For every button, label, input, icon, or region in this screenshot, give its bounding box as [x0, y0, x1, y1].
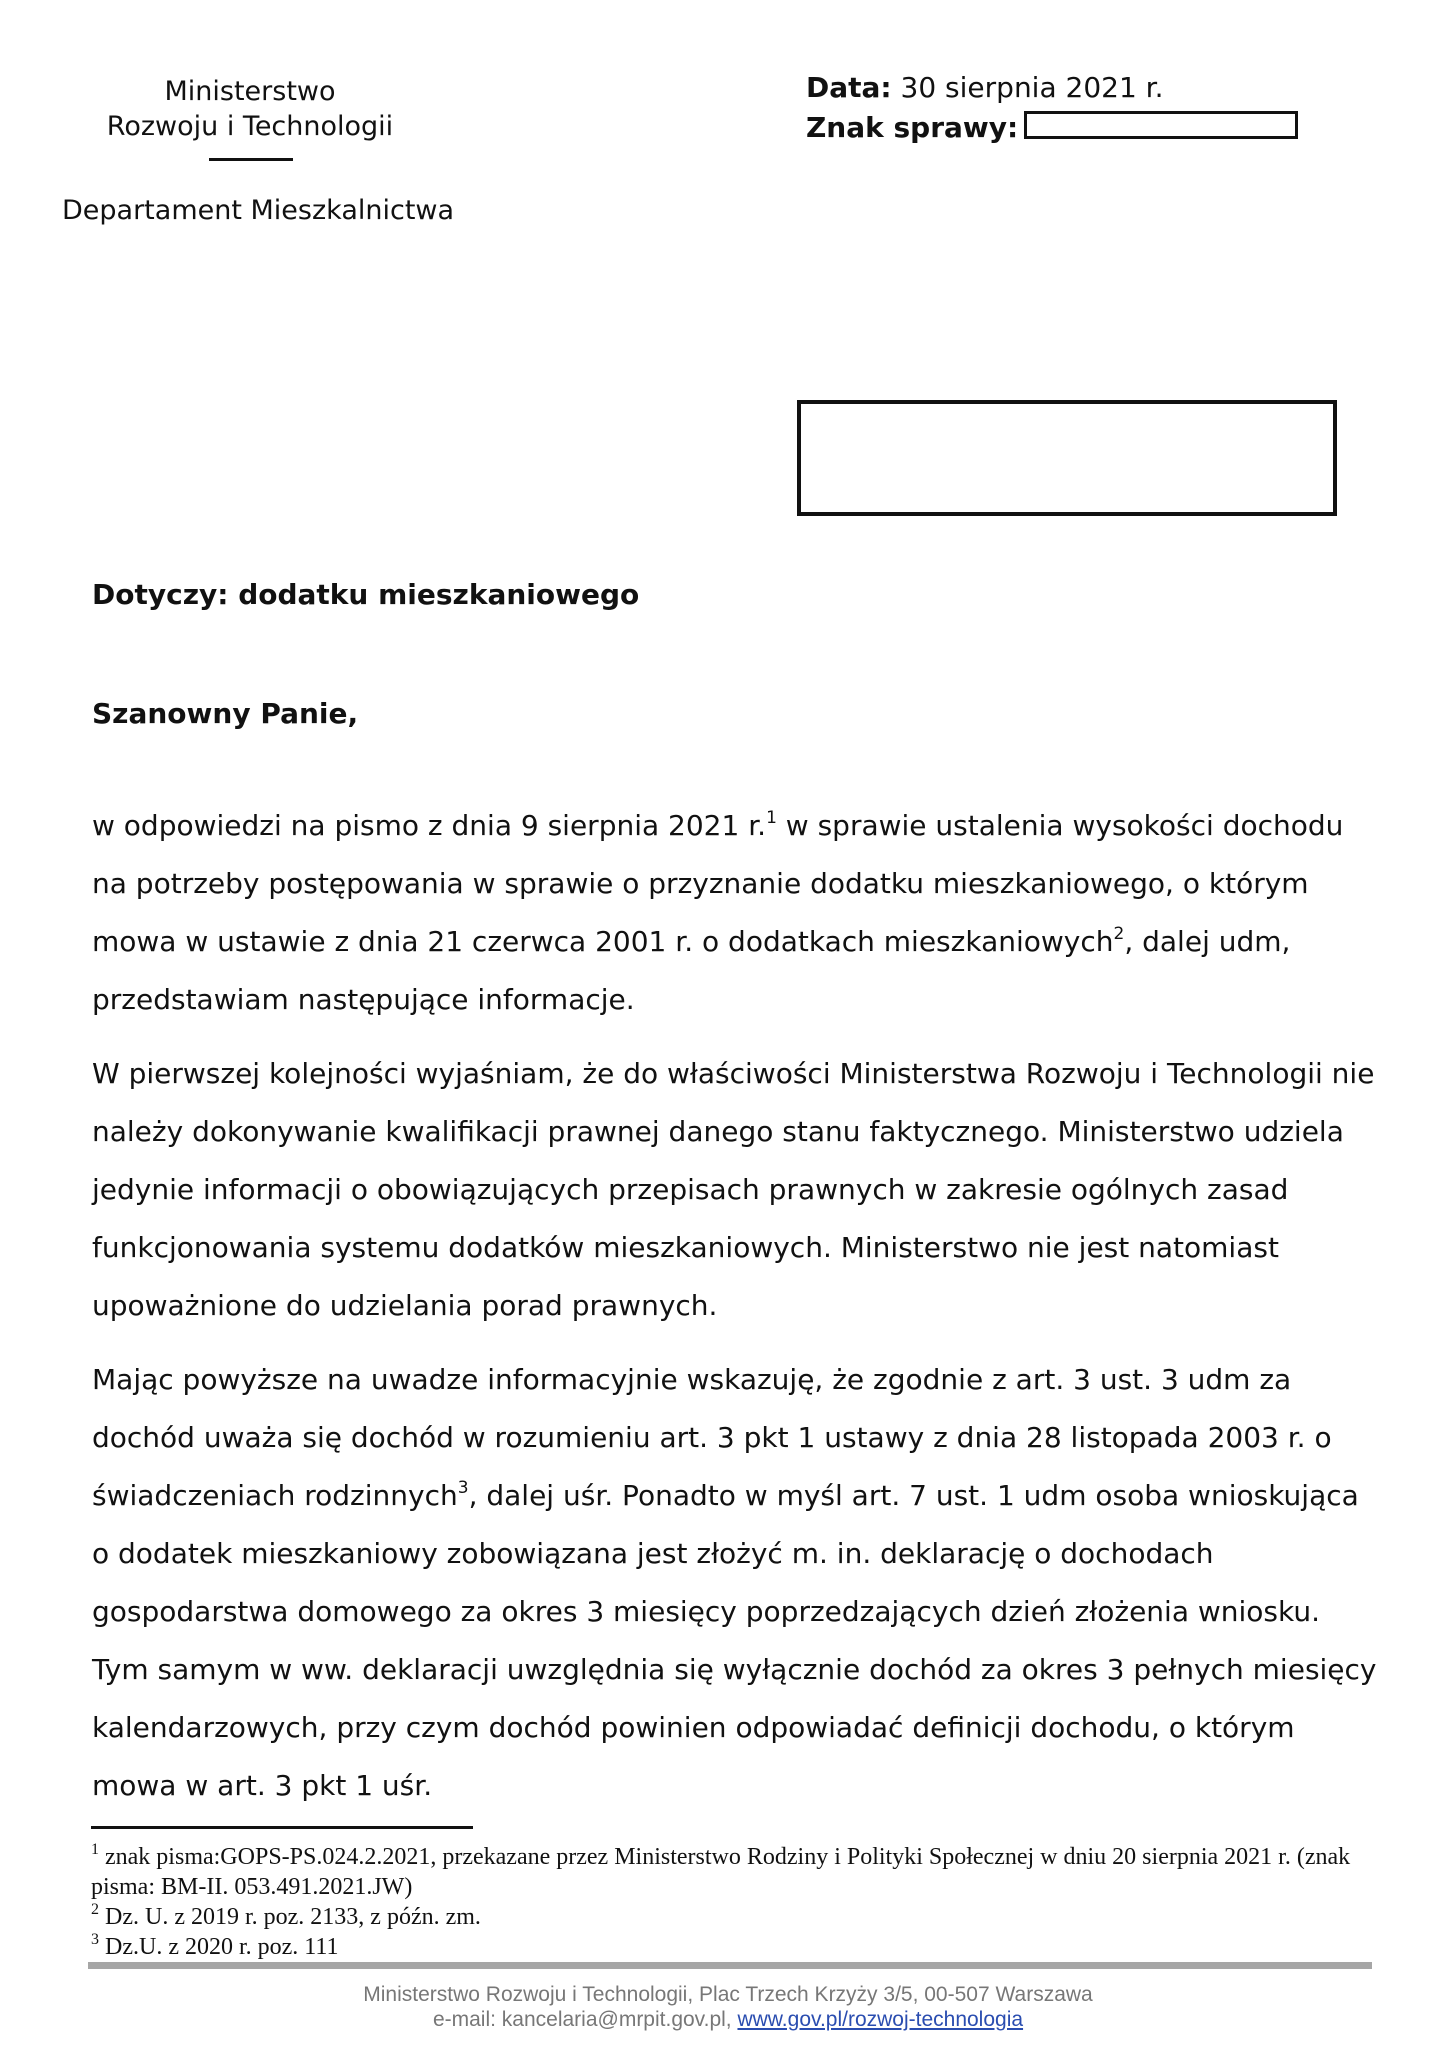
- date-line: [806, 68, 1298, 108]
- paragraph-1-text-c: , dalej udm, przedstawiam następujące informacje.: [92, 925, 1291, 1016]
- salutation: Szanowny Panie,: [92, 697, 359, 730]
- letter-subject: Dotyczy: dodatku mieszkaniowego: [92, 578, 640, 611]
- paragraph-3-text-b: , dalej uśr. Ponadto w myśl art. 7 ust. 1 udm osoba wnioskująca o dodatek mieszkaniowy zobowiązana jest złożyć m. in. deklarację o dochodach gospodarstwa domowego za okres 3 miesięcy poprzedzających dzień złożenia wniosku. Tym samym w ww. deklaracji uwzględnia się wyłącznie dochód za okres 3 pełnych miesięcy kalendarzowych, przy czym dochód powinien odpowiadać definicji dochodu, o którym mowa w art. 3 pkt 1 uśr.: [92, 1479, 1377, 1802]
- case-number-line: [806, 108, 1298, 148]
- footnote-1-text: znak pisma:GOPS-PS.024.2.2021, przekazane przez Ministerstwo Rodziny i Polityki Społecznej w dniu 20 sierpnia 2021 r. (znak pisma: BM-II. 053.491.2021.JW): [91, 1844, 1351, 1900]
- footer-contact: [0, 2007, 1456, 2032]
- paragraph-2: W pierwszej kolejności wyjaśniam, że do właściwości Ministerstwa Rozwoju i Technologii nie należy dokonywanie kwalifikacji prawnej danego stanu faktycznego. Ministerstwo udziela jedynie informacji o obowiązujących przepisach prawnych w zakresie ogólnych zasad funkcjonowania systemu dodatków mieszkaniowych. Ministerstwo nie jest natomiast upoważnione do udzielania porad prawnych.: [92, 1057, 1375, 1322]
- paragraph-1-text-a: w odpowiedzi na pismo z dnia 9 sierpnia 2021 r.: [92, 809, 767, 842]
- date-label: Data:: [806, 71, 892, 104]
- footnote-1-number: 1: [91, 1841, 99, 1858]
- letter-meta: [806, 68, 1298, 148]
- footnote-separator: [91, 1826, 473, 1829]
- letter-body: [92, 797, 1382, 1831]
- department-name: Departament Mieszkalnictwa: [62, 195, 455, 226]
- footnote-2-number: 2: [91, 1901, 99, 1918]
- footer-divider: [88, 1962, 1372, 1969]
- paragraph-1: [92, 797, 1382, 1029]
- date-value: 30 sierpnia 2021 r.: [900, 71, 1164, 104]
- footnote-1: [91, 1842, 1381, 1902]
- footer-address: Ministerstwo Rozwoju i Technologii, Plac Trzech Krzyży 3/5, 00-507 Warszawa: [363, 1983, 1093, 2006]
- footnote-3-number: 3: [91, 1931, 99, 1948]
- case-number-label: Znak sprawy:: [806, 111, 1019, 144]
- footnote-ref-1: 1: [766, 807, 777, 828]
- footer-website-link[interactable]: www.gov.pl/rozwoj-technologia: [737, 2008, 1024, 2031]
- recipient-address-redacted-box: [797, 400, 1337, 516]
- footnote-2: [91, 1902, 1381, 1932]
- footer-email: e-mail: kancelaria@mrpit.gov.pl,: [432, 2008, 738, 2031]
- footnote-2-text: Dz. U. z 2019 r. poz. 2133, z późn. zm.: [99, 1904, 481, 1930]
- paragraph-3: [92, 1351, 1382, 1815]
- page-footer: [0, 1982, 1456, 2032]
- case-number-redacted-box: [1024, 111, 1298, 139]
- ministry-name-line1: Ministerstwo: [164, 76, 336, 107]
- footnotes: [91, 1842, 1381, 1962]
- footnote-ref-3: 3: [457, 1477, 469, 1498]
- footnote-3: [91, 1932, 1381, 1962]
- footnote-3-text: Dz.U. z 2020 r. poz. 111: [99, 1934, 339, 1960]
- ministry-name-line2: Rozwoju i Technologii: [106, 111, 394, 142]
- paragraph-1-text-b: w sprawie ustalenia wysokości dochodu na potrzeby postępowania w sprawie o przyznanie dodatku mieszkaniowego, o którym mowa w ustawie z dnia 21 czerwca 2001 r. o dodatkach mieszkaniowych: [92, 809, 1344, 958]
- footnote-ref-2: 2: [1113, 923, 1125, 944]
- logo-divider: [209, 158, 293, 161]
- paragraph-3-text-a: Mając powyższe na uwadze informacyjnie wskazuję, że zgodnie z art. 3 ust. 3 udm za dochód uważa się dochód w rozumieniu art. 3 pkt 1 ustawy z dnia 28 listopada 2003 r. o świadczeniach rodzinnych: [92, 1363, 1332, 1512]
- ministry-name: [60, 74, 440, 144]
